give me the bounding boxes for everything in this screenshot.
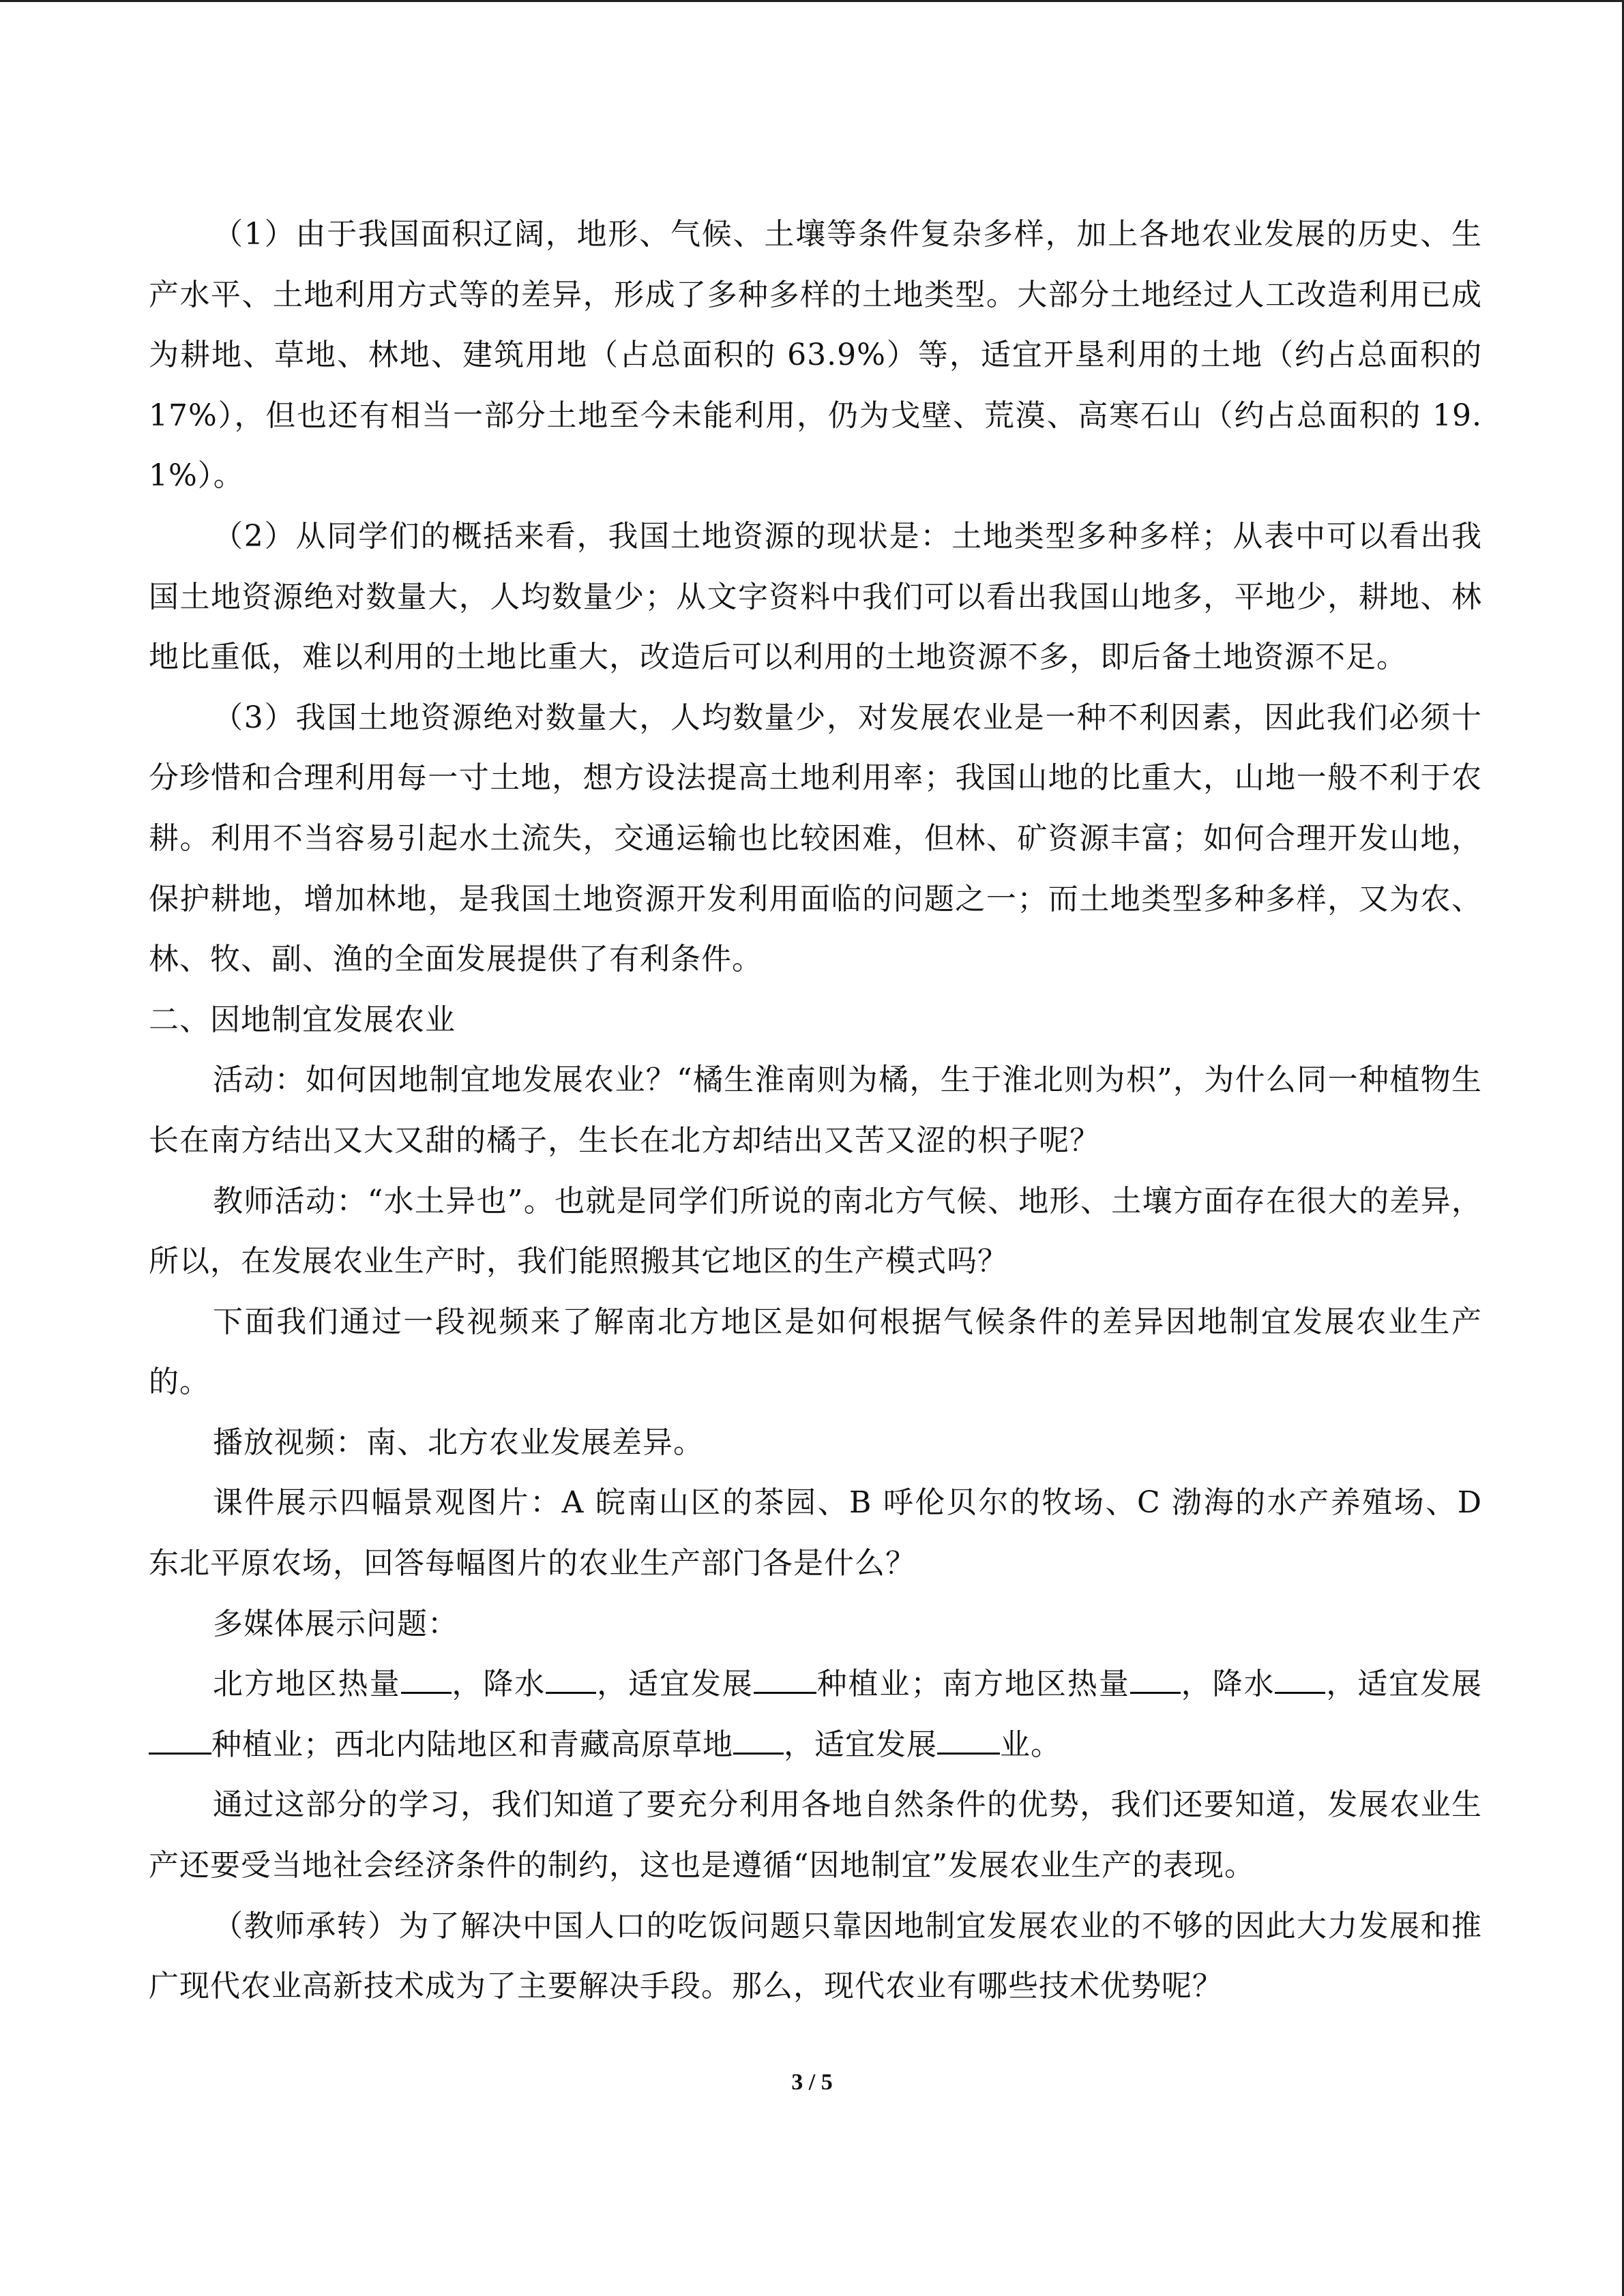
- document-page: [149, 205, 1482, 2017]
- page-number: 3 / 5: [791, 2070, 833, 2095]
- top-border-line: [0, 0, 1624, 2]
- paragraph-land-usage: （3）我国土地资源绝对数量大，人均数量少，对发展农业是一种不利因素，因此我们必须十分珍惜和合理利用每一寸土地，想方设法提高土地利用率；我国山地的比重大，山地一般不利于农耕。利用不当容易引起水土流失，交通运输也比较困难，但林、矿资源丰富；如何合理开发山地，保护耕地，增加林地，是我国土地资源开发利用面临的问题之一；而土地类型多种多样，又为农、林、牧、副、渔的全面发展提供了有利条件。: [149, 700, 1482, 977]
- paragraph-land-types: （1）由于我国面积辽阔，地形、气候、土壤等条件复杂多样，加上各地农业发展的历史、生产水平、土地利用方式等的差异，形成了多种多样的土地类型。大部分土地经过人工改造利用已成为耕地、草地、林地、建筑用地（占总面积的 63.9%）等，适宜开垦利用的土地（约占总面积的 17%），但也还有相当一部分土地至今未能利用，仍为戈壁、荒漠、高寒石山（约占总面积的 19.1%）。: [149, 217, 1482, 494]
- paragraph-fill-in-blanks: [149, 1654, 1482, 1775]
- fill-text-4: 种植业；南方地区热量: [816, 1667, 1130, 1702]
- paragraph-activity: 活动：如何因地制宜地发展农业？“橘生淮南则为橘，生于淮北则为枳”，为什么同一种植物生长在南方结出又大又甜的橘子，生长在北方却结出又苦又涩的枳子呢？: [149, 1062, 1482, 1158]
- blank-north-rain: [546, 1667, 596, 1694]
- section-heading-agriculture: 二、因地制宜发展农业: [149, 1002, 456, 1037]
- blank-north-crop: [754, 1667, 816, 1694]
- paragraph-play-video: 播放视频：南、北方农业发展差异。: [213, 1425, 704, 1460]
- fill-text-8: ，适宜发展: [784, 1727, 937, 1762]
- fill-text-5: ，降水: [1180, 1667, 1275, 1702]
- paragraph-transition: （教师承转）为了解决中国人口的吃饭问题只靠因地制宜发展农业的不够的因此大力发展和推广现代农业高新技术成为了主要解决手段。那么，现代农业有哪些技术优势呢？: [149, 1908, 1482, 2004]
- blank-grassland-industry: [937, 1728, 1000, 1755]
- paragraph-land-status: （2）从同学们的概括来看，我国土地资源的现状是：土地类型多种多样；从表中可以看出我国土地资源绝对数量大，人均数量少；从文字资料中我们可以看出我国山地多，平地少，耕地、林地比重低，难以利用的土地比重大，改造后可以利用的土地资源不多，即后备土地资源不足。: [149, 518, 1482, 675]
- blank-south-crop: [149, 1728, 211, 1755]
- fill-text-3: ，适宜发展: [596, 1667, 754, 1702]
- fill-text-2: ，降水: [451, 1667, 546, 1702]
- paragraph-courseware-images: 课件展示四幅景观图片：A 皖南山区的茶园、B 呼伦贝尔的牧场、C 渤海的水产养殖场、D 东北平原农场，回答每幅图片的农业生产部门各是什么？: [149, 1485, 1482, 1581]
- blank-north-heat: [401, 1667, 452, 1694]
- fill-text-6: ，适宜发展: [1325, 1667, 1483, 1702]
- fill-text-9: 业。: [1000, 1727, 1061, 1762]
- fill-text-1: 北方地区热量: [213, 1667, 401, 1702]
- paragraph-summary: 通过这部分的学习，我们知道了要充分利用各地自然条件的优势，我们还要知道，发展农业生产还要受当地社会经济条件的制约，这也是遵循“因地制宜”发展农业生产的表现。: [149, 1787, 1482, 1883]
- fill-text-7: 种植业；西北内陆地区和青藏高原草地: [211, 1727, 733, 1762]
- paragraph-teacher-activity: 教师活动：“水土异也”。也就是同学们所说的南北方气候、地形、土壤方面存在很大的差异，所以，在发展农业生产时，我们能照搬其它地区的生产模式吗？: [149, 1183, 1482, 1279]
- blank-grassland: [733, 1728, 784, 1755]
- blank-south-rain: [1275, 1667, 1325, 1694]
- paragraph-video-intro: 下面我们通过一段视频来了解南北方地区是如何根据气候条件的差异因地制宜发展农业生产的。: [149, 1304, 1482, 1400]
- blank-south-heat: [1130, 1667, 1181, 1694]
- paragraph-multimedia-questions: 多媒体展示问题：: [213, 1606, 458, 1641]
